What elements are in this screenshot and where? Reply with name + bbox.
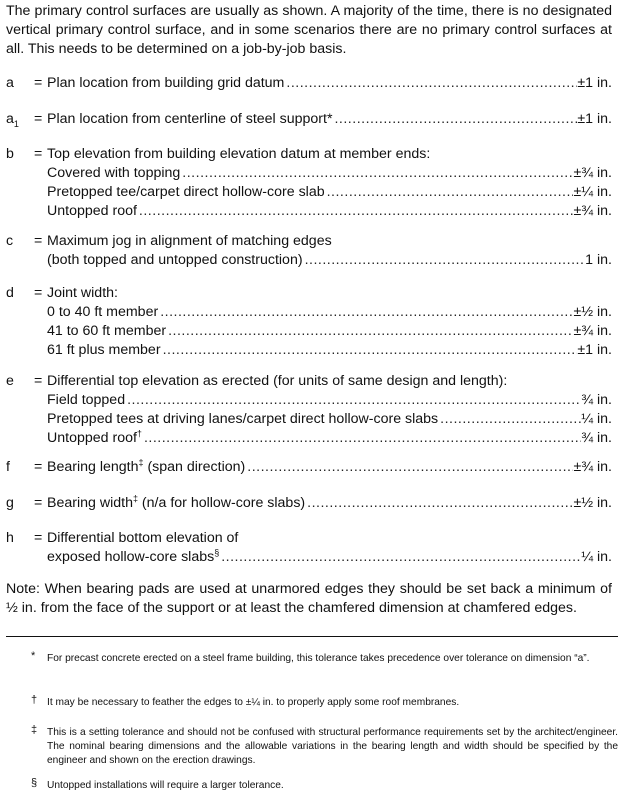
footnote-text: Untopped installations will require a larger tolerance.	[47, 780, 284, 791]
tolerance-value: ±1 in.	[577, 111, 612, 127]
dot-leader	[158, 303, 573, 322]
tolerance-value: ±½ in.	[573, 304, 612, 320]
footnote-text: It may be necessary to feather the edges to ±¼ in. to properly apply some roof membranes.	[47, 697, 460, 708]
footnote-mark: §	[31, 777, 38, 789]
tolerance-line	[47, 494, 612, 513]
item-heading: Top elevation from building elevation datum at member ends:	[47, 146, 431, 162]
tolerance-value: 1 in.	[585, 252, 612, 268]
item-letter: a	[6, 75, 14, 91]
tolerance-label: Pretopped tee/carpet direct hollow-core slab	[47, 184, 325, 200]
tolerance-line	[47, 391, 612, 410]
equals-sign: =	[34, 495, 43, 511]
dot-leader	[142, 429, 581, 448]
tolerance-item-a1	[6, 110, 612, 129]
tolerance-line	[47, 458, 612, 477]
tolerance-line	[47, 429, 612, 448]
item-letter: g	[6, 495, 14, 511]
tolerance-label: Bearing width‡ (n/a for hollow-core slabs)	[47, 493, 306, 511]
dot-leader	[219, 548, 581, 567]
equals-sign: =	[34, 530, 43, 546]
tolerance-value: ¼ in.	[581, 549, 612, 565]
dot-leader	[245, 458, 573, 477]
dot-leader	[125, 391, 581, 410]
tolerance-line	[47, 322, 612, 341]
dot-leader	[325, 183, 574, 202]
tolerance-label: Plan location from centerline of steel support*	[47, 111, 333, 127]
tolerance-line	[47, 74, 612, 93]
item-letter: b	[6, 146, 14, 162]
dot-leader	[161, 341, 578, 360]
tolerance-item-d	[6, 284, 612, 360]
tolerance-label: Untopped roof	[47, 203, 137, 219]
tolerance-line	[47, 110, 612, 129]
equals-sign: =	[34, 146, 43, 162]
item-heading: Joint width:	[47, 285, 118, 301]
item-letter: c	[6, 233, 14, 249]
footnote	[6, 726, 618, 768]
dot-leader	[303, 251, 586, 270]
tolerance-value: ±1 in.	[577, 75, 612, 91]
footnote-mark: *	[31, 650, 36, 662]
equals-sign: =	[34, 373, 43, 389]
tolerance-value: ¾ in.	[581, 430, 612, 446]
footnote-text: This is a setting tolerance and should not be confused with structural performance requirements set by the architect/engineer. The nominal bearing dimensions and the allowable variations in the bearing length and width should be specified by the engineer and shown on the erection drawings.	[47, 727, 618, 766]
dot-leader	[438, 410, 581, 429]
tolerance-value: ±¾ in.	[573, 203, 612, 219]
tolerance-label: 61 ft plus member	[47, 342, 161, 358]
footnote-mark: ‡	[31, 724, 38, 736]
tolerance-label: 41 to 60 ft member	[47, 323, 167, 339]
tolerance-label: Untopped roof†	[47, 428, 142, 446]
tolerance-item-h	[6, 529, 612, 567]
item-letter: f	[6, 459, 10, 475]
subscript: 1	[13, 118, 19, 129]
tolerance-line	[47, 251, 612, 270]
tolerance-item-b	[6, 145, 612, 221]
tolerance-label: exposed hollow-core slabs§	[47, 547, 220, 565]
dot-leader	[332, 110, 577, 129]
item-letter: h	[6, 530, 14, 546]
tolerance-value: ±¾ in.	[573, 459, 612, 475]
tolerance-label: Pretopped tees at driving lanes/carpet direct hollow-core slabs	[47, 411, 439, 427]
dot-leader	[305, 494, 573, 513]
tolerance-label: Bearing length‡ (span direction)	[47, 457, 246, 475]
tolerance-label: Covered with topping	[47, 165, 181, 181]
footnote-ref: §	[214, 547, 220, 558]
tolerance-label: Field topped	[47, 392, 126, 408]
tolerance-item-a	[6, 74, 612, 93]
tolerance-item-c	[6, 232, 612, 270]
item-heading: Maximum jog in alignment of matching edges	[47, 233, 332, 249]
footnote-text: For precast concrete erected on a steel frame building, this tolerance takes precedence over tolerance on dimension “a”.	[47, 653, 590, 664]
tolerance-value: ±¾ in.	[573, 165, 612, 181]
intro-paragraph: The primary control surfaces are usually as shown. A majority of the time, there is no designated vertical primary control surface, and in some scenarios there are no primary control surfaces at all. This needs to be determined on a job-by-job basis.	[6, 3, 612, 57]
equals-sign: =	[34, 285, 43, 301]
footnote-ref: ‡	[138, 457, 144, 468]
item-letter: e	[6, 373, 14, 389]
footnote-ref: †	[136, 428, 142, 439]
tolerance-line	[47, 183, 612, 202]
tolerance-line	[47, 164, 612, 183]
tolerance-value: ¼ in.	[581, 411, 612, 427]
tolerance-line	[47, 202, 612, 221]
equals-sign: =	[34, 75, 43, 91]
dot-leader	[166, 322, 573, 341]
tolerance-label: (both topped and untopped construction)	[47, 252, 303, 268]
tolerance-value: ¾ in.	[581, 392, 612, 408]
tolerance-item-f	[6, 458, 612, 477]
equals-sign: =	[34, 111, 43, 127]
footnote-divider	[6, 636, 618, 637]
item-heading: Differential top elevation as erected (for units of same design and length):	[47, 373, 508, 389]
tolerance-value: ±½ in.	[573, 495, 612, 511]
tolerance-label: Plan location from building grid datum	[47, 75, 285, 91]
item-letter: d	[6, 285, 14, 301]
tolerance-line	[47, 410, 612, 429]
footnote	[6, 652, 618, 666]
equals-sign: =	[34, 233, 43, 249]
item-letter: $a_1$	[6, 111, 19, 129]
footnote	[6, 696, 618, 710]
tolerance-line	[47, 303, 612, 322]
tolerance-item-e	[6, 372, 612, 448]
dot-leader	[180, 164, 573, 183]
footnote-mark: †	[31, 694, 38, 706]
footnote	[6, 779, 618, 793]
bearing-pad-note: Note: When bearing pads are used at unarmored edges they should be set back a minimum of ½ in. from the face of the support or at least the chamfered dimension at chamfered edges.	[6, 581, 612, 616]
equals-sign: =	[34, 459, 43, 475]
tolerance-value: ±¼ in.	[573, 184, 612, 200]
tolerance-label: 0 to 40 ft member	[47, 304, 159, 320]
dot-leader	[284, 74, 577, 93]
item-heading: Differential bottom elevation of	[47, 530, 239, 546]
dot-leader	[137, 202, 574, 221]
tolerance-value: ±¾ in.	[573, 323, 612, 339]
tolerance-value: ±1 in.	[577, 342, 612, 358]
footnote-ref: ‡	[132, 493, 138, 504]
tolerance-line	[47, 341, 612, 360]
tolerance-item-g	[6, 494, 612, 513]
tolerance-line	[47, 548, 612, 567]
